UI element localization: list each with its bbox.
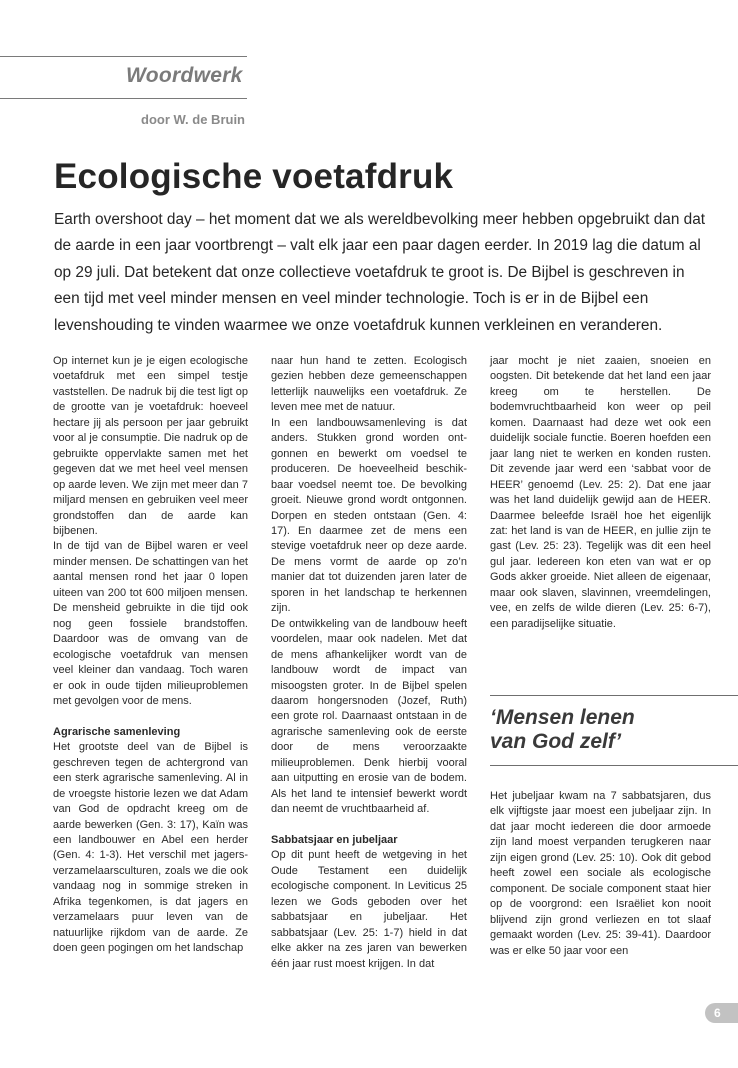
paragraph: Het jubeljaar kwam na 7 sabbatsjaren, dus elk vijftigste jaar moest een jubeljaar zijn. In dat jaar mocht iedereen die door armoede zijn land moest verpanden terugkeren naar zijn eigen grond (Lev. 25: 10). Ook dit gebod heeft zowel een sociale als ecologische component. De sociale component staat hier op de voorgrond: een Israëliet kon nooit blijvend zijn grond verliezen en tot slaaf gemaakt worden (Lev. 25: 39-41). Daardoor was er elke 50 jaar voor een	[490, 790, 711, 957]
subheading-agrarische-samenleving: Agrarische samenleving	[53, 725, 181, 738]
column-1	[53, 354, 248, 957]
column-2	[271, 354, 467, 972]
paragraph: naar hun hand te zetten. Ecologisch gezien hebben deze gemeenschappen letterlijk nauwelijks een voetafdruk. Ze leven mee met de natuur.	[271, 355, 467, 414]
article-intro: Earth overshoot day – het moment dat we als wereldbevolking meer hebben opgebruikt dan dat de aarde in een jaar voortbrengt – valt elk jaar een paar dagen eerder. In 2019 lag die datum al op 29 juli. Dat betekent dat onze collectieve voetafdruk te groot is. De Bijbel is geschreven in een tijd met veel minder mensen en veel minder technologie. Toch is er in de Bijbel een levenshouding te vinden waarmee we onze voetafdruk kunnen verkleinen en veranderen.	[54, 211, 706, 334]
pull-quote-rule-bottom	[490, 765, 738, 766]
section-rule-top	[0, 56, 247, 57]
paragraph: De ontwikkeling van de landbouw heeft voordelen, maar ook nadelen. Met dat de mens afhankelijker wordt van de landbouw wordt de impact van misoogsten groter. In de Bijbel spelen daarom hongersnoden (Jozef, Ruth) een grote rol. Daarnaast ontstaan in de agrarische samenleving ook de eerste door de mens veroorzaakte milieuproblemen. Denk hierbij vooral aan uitputting en erosie van de bodem. Als het land te intensief bewerkt wordt dan neemt de vruchtbaarheid af.	[271, 617, 467, 816]
pull-quote-line: van God zelf’	[490, 730, 622, 753]
byline: door W. de Bruin	[141, 112, 245, 127]
column-3-bottom	[490, 789, 711, 959]
paragraph: In een landbouwsamenleving is dat anders. Stukken grond worden ontgonnen en bewerkt om voedsel te produceren. De hoeveelheid beschikbaar voedsel neemt toe. De bevolking groeit. Nieuwe grond wordt ontgonnen. Dorpen en steden ontstaan (Gen. 4: 17). En daarmee zet de mens een stevige voetafdruk neer op deze aarde. De mens vormt de aarde op zo’n manier dat tot duizenden jaren later de sporen in het landschap te herkennen zijn.	[271, 416, 467, 615]
pull-quote	[490, 706, 635, 754]
paragraph: Op internet kun je je eigen ecologische voetafdruk met een simpel testje vaststellen. De nadruk bij die test ligt op de grootte van je voetafdruk: hoeveel hectare jij als persoon per jaar gebruikt voor al je consumptie. Die nadruk op de gebruikte oppervlakte samen met het gegeven dat we met heel veel mensen op aarde leven. We zijn met meer dan 7 miljard mensen en gebruiken veel meer grondstoffen dan de aarde kan bijbenen.	[53, 355, 248, 537]
pull-quote-rule-top	[490, 695, 738, 696]
column-3-top	[490, 354, 711, 632]
subheading-sabbatsjaar: Sabbatsjaar en jubeljaar	[271, 834, 398, 847]
paragraph: Het grootste deel van de Bijbel is geschreven tegen de achtergrond van een sterk agrarische samenleving. Al in de vroegste historie lezen we dat Adam van God de opdracht kreeg om de aarde bewerken (Gen. 3: 17), Kaïn was een landbouwer en Abel een herder (Gen. 4: 1-3). Het verschil met jagers- verzamelaarsculturen, zoals we die ook vandaag nog in sommige streken in Afrika tegenkomen, is dat jagers en verzamelaars puur leven van de natuurlijke rijkdom van de aarde. Ze doen geen pogingen om het landschap	[53, 741, 248, 955]
paragraph: jaar mocht je niet zaaien, snoeien en oogsten. Dit betekende dat het land een jaar kreeg om te herstellen. De bodemvruchtbaarheid kon weer op peil komen. Daarnaast had deze wet ook een duidelijk sociale functie. Boeren hoefden een jaar lang niet te werken en konden rusten. Dit zevende jaar werd een ‘sabbat voor de HEER’ genoemd (Lev. 25: 2). Dat ene jaar was het land duidelijk gewijd aan de HEER. Daarmee beleefde Israël hoe het eigenlijk zat: het land is van de HEER, en jullie zijn te gast (Lev. 25: 23). Tegelijk was dit een heel gul jaar. Iedereen kon eten van wat er op Gods akker groeide. Niet alleen de eigenaar, maar ook slaven, slavinnen, vreemdelingen, vee, en zelfs de wilde dieren (Lev. 25: 6-7), een paradijselijke situatie.	[490, 355, 711, 630]
page-number: 6	[714, 1006, 721, 1020]
section-label: Woordwerk	[126, 64, 243, 87]
paragraph: In de tijd van de Bijbel waren er veel minder mensen. De schattingen van het aantal mensen rond het jaar 0 lopen uiteen van 200 tot 600 miljoen mensen. De mensheid gebruikte in die tijd ook nog geen fossiele brandstoffen. Daardoor was de omvang van de ecologische voetafdruk van mensen veel kleiner dan vandaag. Toch waren er ook in oude tijden milieuproblemen met gevolgen voor de mens.	[53, 540, 248, 707]
pull-quote-line: ‘Mensen lenen	[490, 706, 635, 729]
paragraph: Op dit punt heeft de wetgeving in het Oude Testament een duidelijk ecologische component. In Leviticus 25 lezen we Gods geboden over het sabbatsjaar en jubeljaar. Het sabbatsjaar (Lev. 25: 1-7) hield in dat elke akker na zes jaren van bewerken één jaar rust moest krijgen. In dat	[271, 849, 467, 970]
page-number-tab	[705, 1003, 738, 1023]
article-title: Ecologische voetafdruk	[54, 157, 454, 196]
section-rule-bottom	[0, 98, 247, 99]
